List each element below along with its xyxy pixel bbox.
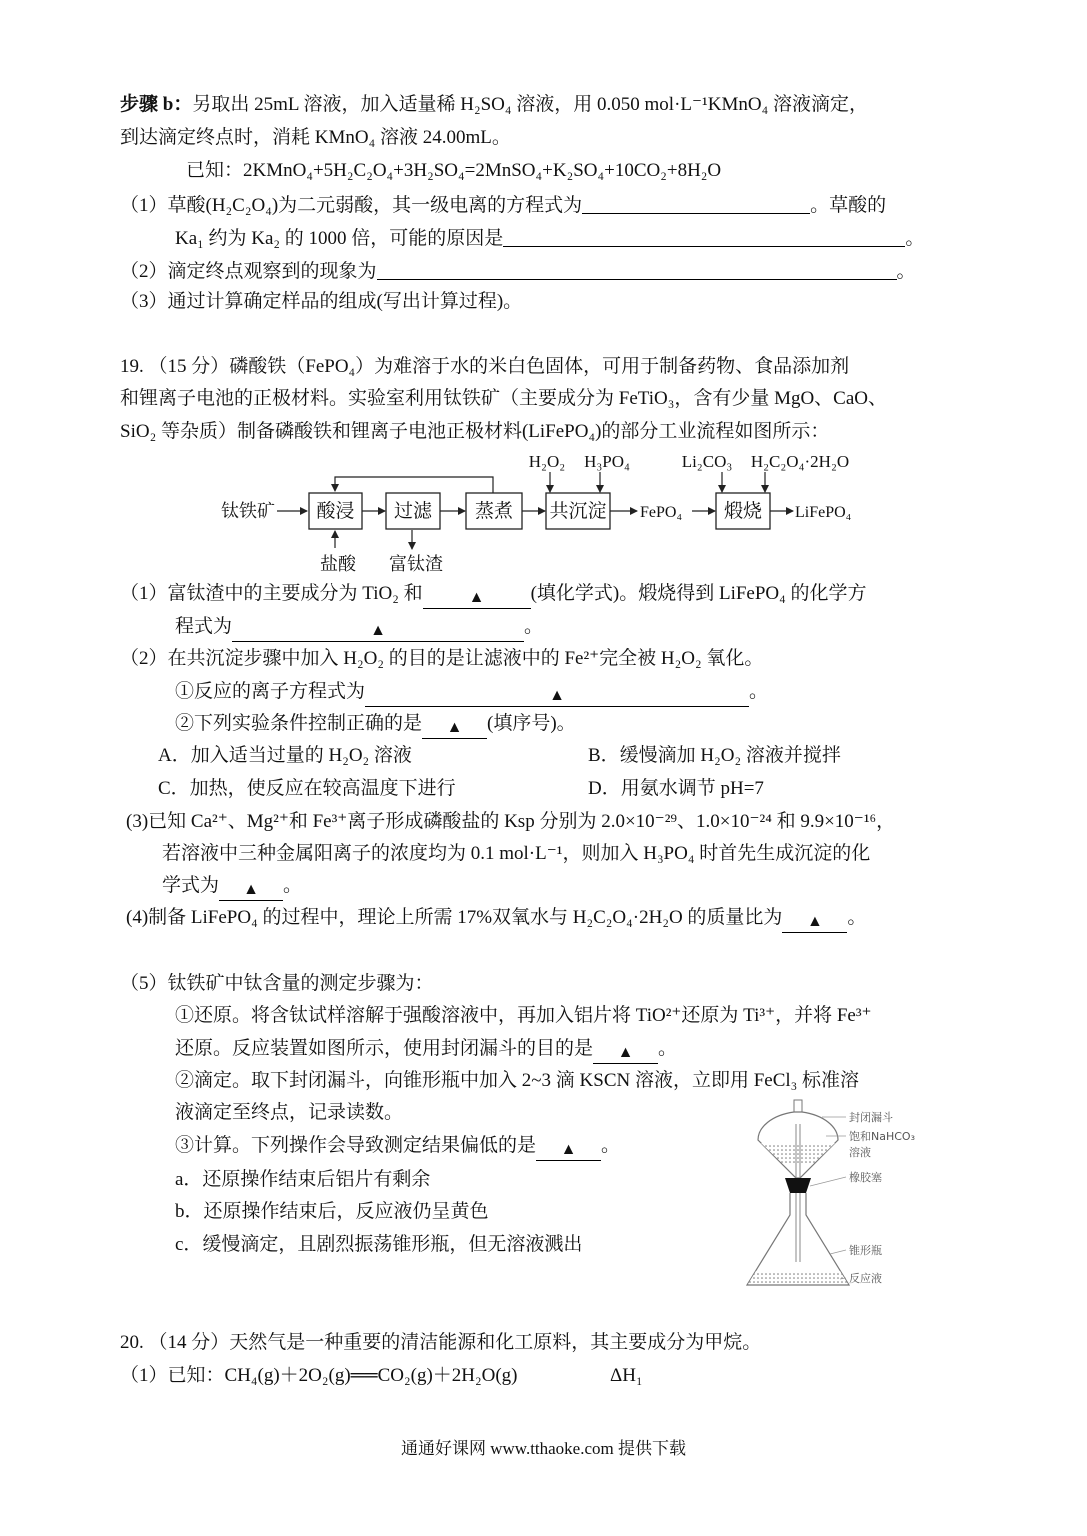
label-nahco3: 饱和NaHCO₃ xyxy=(849,1130,915,1143)
q19-part2-sub2-text: ②下列实验条件控制正确的是 xyxy=(175,713,423,734)
q19-part5-step1-line2 xyxy=(175,1037,677,1061)
q19-part3-line1: (3)已知 Ca²⁺、Mg²⁺和 Fe³⁺离子形成磷酸盐的 Ksp 分别为 2.0×10⁻²⁹、1.0×10⁻²⁴ 和 9.9×10⁻¹⁶， xyxy=(126,811,896,832)
label-solution: 溶液 xyxy=(849,1146,871,1159)
q19-part2: （2）在共沉淀步骤中加入 H₂O₂ 的目的是让滤液中的 Fe²⁺完全被 H₂O₂ 氧化。 xyxy=(120,648,764,669)
step-b-label: 步骤 b： xyxy=(120,94,193,115)
q19-part2-sub1 xyxy=(175,680,768,704)
q18-part2-text: 。 xyxy=(896,261,916,282)
q18-part1-text: 。 xyxy=(905,228,925,249)
option-b: B．缓慢滴加 H₂O₂ 溶液并搅拌 xyxy=(588,745,841,766)
reagent-li2co3: Li₂CO₃ xyxy=(681,452,733,471)
answer-blank: ▲ xyxy=(536,1139,601,1161)
q19-part2-sub2 xyxy=(175,712,576,736)
q18-part1-line2 xyxy=(175,225,924,249)
reagent-h2o2: H₂O₂ xyxy=(528,452,566,471)
q19-part5-step3-text: ③计算。下列操作会导致测定结果偏低的是 xyxy=(175,1135,537,1156)
answer-blank: ▲ xyxy=(593,1042,658,1064)
step-b-line-1 xyxy=(120,93,868,117)
q20-delta-h1: ΔH₁ xyxy=(610,1365,643,1386)
step-filter-label: 过滤 xyxy=(393,501,433,522)
q19-part5-step3-text: 。 xyxy=(601,1135,621,1156)
answer-blank: ▲ xyxy=(365,685,749,707)
label-reaction-liquid: 反应液 xyxy=(849,1272,882,1285)
q19-part3-line3 xyxy=(162,874,302,898)
q19-part4 xyxy=(126,906,866,930)
q18-part1-line1 xyxy=(120,192,886,216)
q19-part5-step3 xyxy=(175,1134,620,1158)
choice-a: a．还原操作结束后铝片有剩余 xyxy=(175,1169,431,1190)
q20-intro: 20. （14 分）天然气是一种重要的清洁能源和化工原料，其主要成分为甲烷。 xyxy=(120,1332,762,1353)
q18-part1-text: 。草酸的 xyxy=(810,195,887,216)
label-sealed-funnel: 封闭漏斗 xyxy=(849,1111,893,1124)
q19-part2-sub2-text: (填序号)。 xyxy=(487,713,576,734)
raw-material-label: 钛铁矿 xyxy=(221,501,275,521)
q19-part5-title: （5）钛铁矿中钛含量的测定步骤为： xyxy=(120,973,434,994)
leader-line xyxy=(830,1250,846,1254)
option-d: D．用氨水调节 pH=7 xyxy=(588,778,764,799)
answer-blank xyxy=(377,258,897,280)
q18-part3: （3）通过计算确定样品的组成(写出计算过程)。 xyxy=(120,291,523,312)
q18-part2-text: （2）滴定终点观察到的现象为 xyxy=(120,261,377,282)
answer-blank xyxy=(503,225,905,247)
titration-apparatus-figure xyxy=(735,1095,935,1295)
q19-part3-text: 。 xyxy=(283,875,303,896)
answer-blank: ▲ xyxy=(219,879,283,901)
reagent-h3po4: H₃PO₄ xyxy=(584,452,630,471)
step-coprecipitate-label: 共沉淀 xyxy=(549,501,607,522)
step-leach-label: 酸浸 xyxy=(316,501,355,522)
recycle-loop-arrow xyxy=(335,477,493,493)
choice-c: c．缓慢滴定，且剧烈振荡锥形瓶，但无溶液溅出 xyxy=(175,1234,583,1255)
step-calcine-label: 煅烧 xyxy=(723,501,763,522)
q18-part2 xyxy=(120,258,916,282)
q19-part4-text: 。 xyxy=(847,907,867,928)
reagent-hydrochloric-acid: 盐酸 xyxy=(320,554,356,574)
option-a: A．加入适当过量的 H₂O₂ 溶液 xyxy=(158,745,412,766)
process-flow-diagram xyxy=(210,445,870,585)
q19-part1-text: （1）富钛渣中的主要成分为 TiO₂ 和 xyxy=(120,583,423,604)
q19-part5-step1-line1: ①还原。将含钛试样溶解于强酸溶液中，再加入铝片将 TiO²⁺还原为 Ti³⁺，并将 Fe³⁺ xyxy=(175,1005,872,1026)
q19-part1-line2 xyxy=(175,615,543,639)
q20-part1: （1）已知：CH₄(g)＋2O₂(g)══CO₂(g)＋2H₂O(g) xyxy=(120,1365,518,1386)
q19-part4-text: (4)制备 LiFePO₄ 的过程中，理论上所需 17%双氧水与 H₂C₂O₄·2H₂O 的质量比为 xyxy=(126,907,783,928)
q19-part5-step1-text: 还原。反应装置如图所示，使用封闭漏斗的目的是 xyxy=(175,1038,594,1059)
q19-part1-text: 程式为 xyxy=(175,616,233,637)
step-boil-label: 蒸煮 xyxy=(474,501,514,522)
label-conical-flask: 锥形瓶 xyxy=(849,1244,882,1257)
rubber-stopper xyxy=(785,1178,811,1193)
q19-part5-step2-line1: ②滴定。取下封闭漏斗，向锥形瓶中加入 2~3 滴 KSCN 溶液，立即用 FeCl₃ 标准溶 xyxy=(175,1070,860,1091)
q19-part3-text: 学式为 xyxy=(162,875,220,896)
q19-intro-line-3: SiO₂ 等杂质）制备磷酸铁和锂离子电池正极材料(LiFePO₄)的部分工业流程如图所示： xyxy=(120,421,830,442)
q19-intro-line-1: 19. （15 分）磷酸铁（FePO₄）为难溶于水的米白色固体，可用于制备药物、食品添加剂 xyxy=(120,356,850,377)
intermediate-fepo4: FePO₄ xyxy=(640,504,683,521)
answer-blank xyxy=(582,192,810,214)
reagent-oxalic-acid: H₂C₂O₄·2H₂O xyxy=(750,452,850,471)
reaction-liquid xyxy=(748,1271,848,1284)
known-equation: 已知：2KMnO₄+5H₂C₂O₄+3H₂SO₄=2MnSO₄+K₂SO₄+10CO₂+8H₂O xyxy=(186,160,722,181)
q19-part3-line2: 若溶液中三种金属阳离子的浓度均为 0.1 mol·L⁻¹，则加入 H₃PO₄ 时首先生成沉淀的化 xyxy=(162,843,871,864)
step-b-line-2: 到达滴定终点时，消耗 KMnO₄ 溶液 24.00mL。 xyxy=(120,127,511,148)
answer-blank: ▲ xyxy=(782,911,847,933)
leader-line xyxy=(810,1177,846,1186)
q19-part2-sub1-text: 。 xyxy=(749,681,769,702)
funnel-stem xyxy=(794,1100,802,1112)
q19-part1-line1 xyxy=(120,582,867,606)
q18-part1-text: （1）草酸(H₂C₂O₄)为二元弱酸，其一级电离的方程式为 xyxy=(120,195,583,216)
answer-blank: ▲ xyxy=(422,717,487,739)
q19-part1-text: 。 xyxy=(524,616,544,637)
product-lifepo4: LiFePO₄ xyxy=(795,504,852,521)
q19-part5-step1-text: 。 xyxy=(658,1038,678,1059)
q19-intro-line-2: 和锂离子电池的正极材料。实验室利用钛铁矿（主要成分为 FeTiO₃，含有少量 MgO、CaO、 xyxy=(120,388,888,409)
q19-part5-step2-line2: 液滴定至终点，记录读数。 xyxy=(175,1102,404,1123)
q18-part1-text: Ka₁ 约为 Ka₂ 的 1000 倍，可能的原因是 xyxy=(175,228,504,249)
answer-blank: ▲ xyxy=(232,620,524,642)
option-c: C．加热，使反应在较高温度下进行 xyxy=(158,778,456,799)
q19-part2-sub1-text: ①反应的离子方程式为 xyxy=(175,681,366,702)
step-b-text: 另取出 25mL 溶液，加入适量稀 H₂SO₄ 溶液，用 0.050 mol·L⁻¹KMnO₄ 溶液滴定， xyxy=(192,94,868,115)
choice-b: b．还原操作结束后，反应液仍呈黄色 xyxy=(175,1201,489,1222)
q19-part1-text: (填化学式)。煅烧得到 LiFePO₄ 的化学方 xyxy=(530,583,867,604)
page-footer: 通通好课网 www.tthaoke.com 提供下载 xyxy=(400,1439,687,1458)
titanium-residue-label: 富钛渣 xyxy=(389,554,443,574)
label-rubber-stopper: 橡胶塞 xyxy=(849,1171,882,1184)
answer-blank: ▲ xyxy=(423,587,531,609)
